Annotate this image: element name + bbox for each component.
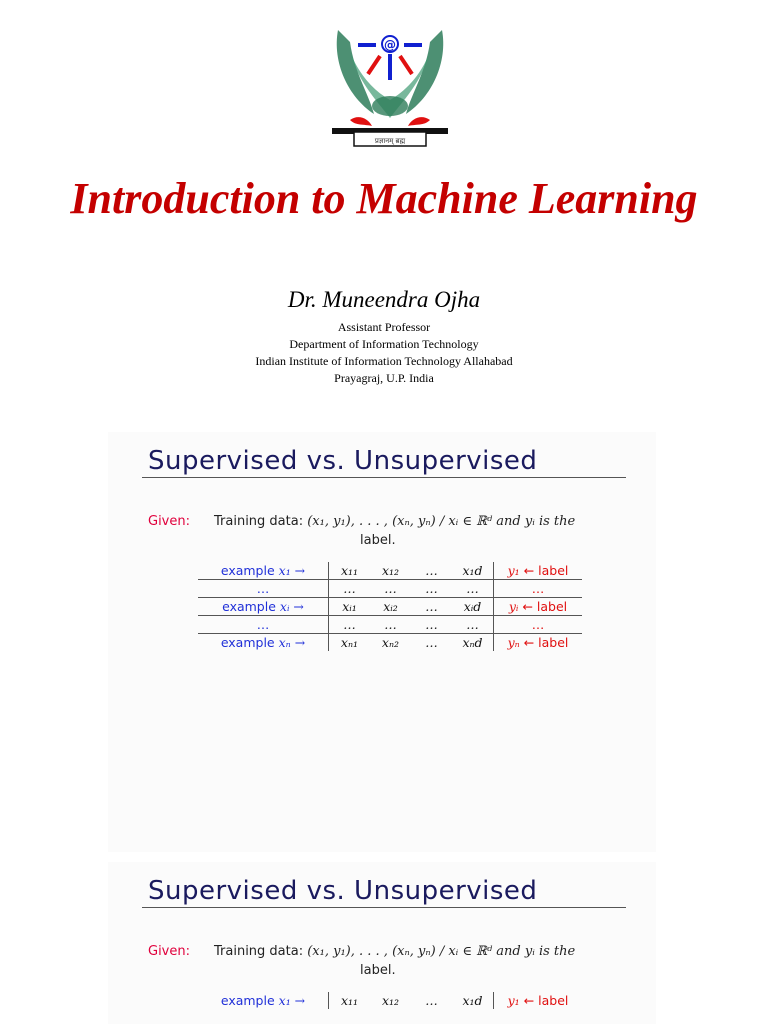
feature-cell: xᵢ₁ <box>342 599 357 614</box>
affiliation-line: Indian Institute of Information Technology Allahabad <box>255 354 513 368</box>
slide-title-rule <box>142 477 626 478</box>
given-text <box>214 944 575 959</box>
label-cell <box>494 580 583 598</box>
feature-cell: xᵢ₂ <box>383 599 398 614</box>
feature-cell: … <box>425 563 438 578</box>
table-row <box>198 616 582 634</box>
example-text: example <box>220 635 275 650</box>
example-var: x₁ → <box>278 993 306 1008</box>
label-var: y₁ <box>507 563 520 578</box>
example-text: … <box>256 617 270 632</box>
table-row <box>198 580 582 598</box>
label-text: ← label <box>522 599 568 614</box>
label-text: … <box>531 617 545 632</box>
label-text: ← label <box>523 635 569 650</box>
example-text: example <box>220 993 275 1008</box>
label-cell <box>494 562 583 580</box>
label-text: … <box>531 581 545 596</box>
feature-cell: x₁₁ <box>340 993 359 1008</box>
table-row <box>198 598 582 616</box>
slide-title-rule <box>142 907 626 908</box>
given-label: Given: <box>148 514 190 529</box>
slide-preview <box>108 432 656 852</box>
example-cell <box>198 598 329 616</box>
label-cell <box>494 616 583 634</box>
svg-text:@: @ <box>384 38 396 52</box>
example-text: … <box>256 581 270 596</box>
feature-cell: x₁₂ <box>381 993 400 1008</box>
given-label: Given: <box>148 944 190 959</box>
example-var: x₁ → <box>278 563 306 578</box>
feature-cell: … <box>425 635 438 650</box>
feature-cell: … <box>425 617 438 632</box>
label-text: ← label <box>523 563 569 578</box>
feature-cell: x₁₁ <box>340 563 359 578</box>
label-cell <box>494 598 583 616</box>
label-text: ← label <box>523 993 569 1008</box>
training-data-table <box>198 992 582 1009</box>
given-continuation: label. <box>360 963 396 978</box>
example-var: xᵢ → <box>279 599 304 614</box>
feature-cell: xᵢd <box>463 599 482 614</box>
affiliation-block <box>0 319 768 387</box>
feature-cell: xₙ₂ <box>381 635 400 650</box>
feature-cell: xₙd <box>462 635 483 650</box>
given-math: (x₁, y₁), . . . , (xₙ, yₙ) / xᵢ ∈ ℝᵈ and yᵢ is the <box>307 514 576 529</box>
affiliation-line: Prayagraj, U.P. India <box>334 371 434 385</box>
feature-cell: … <box>384 581 397 596</box>
label-var: y₁ <box>507 993 520 1008</box>
label-cell <box>494 634 583 652</box>
example-cell <box>198 634 329 652</box>
table-row <box>198 992 582 1009</box>
feature-cell: … <box>425 599 438 614</box>
feature-cell: … <box>466 581 479 596</box>
given-math: (x₁, y₁), . . . , (xₙ, yₙ) / xᵢ ∈ ℝᵈ and yᵢ is the <box>307 944 576 959</box>
slide-title: Supervised vs. Unsupervised <box>148 876 538 906</box>
label-var: yₙ <box>507 635 520 650</box>
example-cell <box>198 616 329 634</box>
label-cell <box>494 992 583 1009</box>
author-name: Dr. Muneendra Ojha <box>287 287 481 312</box>
table-row <box>198 562 582 580</box>
example-text: example <box>220 563 275 578</box>
feature-cell: x₁₂ <box>381 563 400 578</box>
feature-cell: x₁d <box>462 563 483 578</box>
feature-cell: … <box>343 581 356 596</box>
given-text-prefix: Training data: <box>214 944 304 959</box>
label-var: yᵢ <box>508 599 519 614</box>
feature-cell: … <box>425 581 438 596</box>
example-cell <box>198 562 329 580</box>
feature-cell: … <box>343 617 356 632</box>
institute-logo <box>328 22 452 150</box>
slide-title: Supervised vs. Unsupervised <box>148 446 538 476</box>
example-cell <box>198 580 329 598</box>
example-var: xₙ → <box>278 635 306 650</box>
feature-cell: x₁d <box>462 993 483 1008</box>
example-cell <box>198 992 329 1009</box>
given-text-prefix: Training data: <box>214 514 304 529</box>
feature-cell: … <box>384 617 397 632</box>
affiliation-line: Assistant Professor <box>337 320 431 334</box>
given-continuation: label. <box>360 533 396 548</box>
page-title: Introduction to Machine Learning <box>70 174 698 223</box>
feature-cell: xₙ₁ <box>340 635 359 650</box>
given-text <box>214 514 575 529</box>
feature-cell: … <box>425 993 438 1008</box>
logo-motto: प्रज्ञानम् ब्रह्म <box>374 137 406 145</box>
affiliation-line: Department of Information Technology <box>289 337 479 351</box>
feature-cell: … <box>466 617 479 632</box>
example-text: example <box>222 599 276 614</box>
table-row <box>198 634 582 652</box>
slide-preview <box>108 862 656 1024</box>
training-data-table <box>198 562 582 651</box>
